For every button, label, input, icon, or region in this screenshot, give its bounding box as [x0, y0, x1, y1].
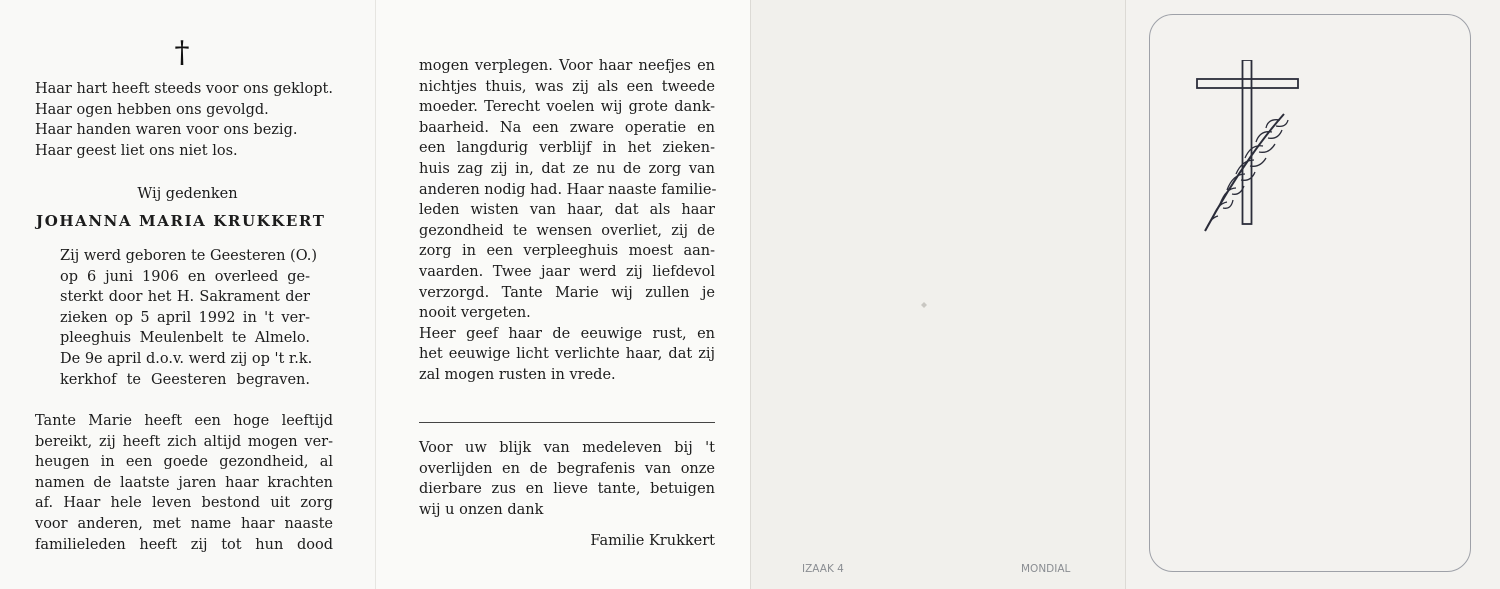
paragraph-line: huis zag zij in, dat ze nu de zorg van	[419, 160, 715, 177]
life-paragraph	[35, 411, 333, 555]
thanks-line: overlijden en de begrafenis van onze	[419, 460, 715, 477]
remembrance-intro: Wij gedenken	[137, 186, 238, 202]
verse-line: Haar hart heeft steeds voor ons geklopt.	[35, 81, 333, 97]
paragraph-line: bereikt, zij heeft zich altijd mogen ver-	[35, 433, 333, 450]
prayer-line: Heer geef haar de eeuwige rust, en	[419, 325, 715, 342]
paragraph-line: mogen verplegen. Voor haar neefjes en	[419, 58, 715, 74]
paragraph-line: nichtjes thuis, was zij als een tweede	[419, 78, 715, 95]
paragraph-line: zorg in een verpleeghuis moest aan-	[419, 243, 715, 260]
bio-line: Zij werd geboren te Geesteren (O.)	[60, 248, 317, 264]
thanks-line: wij u onzen dank	[419, 501, 544, 518]
verse-line: Haar geest liet ons niet los.	[35, 142, 238, 159]
bio-line: zieken op 5 april 1992 in 't ver-	[60, 309, 310, 326]
paragraph-line: af. Haar hele leven bestond uit zorg	[35, 495, 333, 512]
verse-line: Haar handen waren voor ons bezig.	[35, 122, 298, 139]
paragraph-line: baarheid. Na een zware operatie en	[419, 119, 715, 136]
life-paragraph-continued	[419, 56, 715, 386]
print-code-label: IZAAK 4	[802, 563, 844, 575]
thanks-note	[419, 438, 715, 520]
bio-line: kerkhof te Geesteren begraven.	[60, 371, 310, 388]
paragraph-line: heugen in een goede gezondheid, al	[35, 454, 333, 471]
prayer-line: het eeuwige licht verlichte haar, dat zij	[419, 346, 715, 363]
paragraph-line: familieleden heeft zij tot hun dood	[35, 536, 333, 553]
thanks-line: Voor uw blijk van medeleven bij 't	[419, 440, 715, 456]
paragraph-line: nooit vergeten.	[419, 305, 531, 322]
paragraph-line: een langdurig verblijf in het zieken-	[419, 140, 715, 157]
bio-line: De 9e april d.o.v. werd zij op 't r.k.	[60, 350, 313, 367]
paragraph-line: Tante Marie heeft een hoge leeftijd	[35, 413, 333, 429]
paragraph-line: vaarden. Twee jaar werd zij liefdevol	[419, 263, 715, 280]
card-page-1	[0, 0, 375, 589]
card-cover	[1125, 0, 1500, 589]
divider-line	[419, 422, 715, 423]
thanks-line: dierbare zus en lieve tante, betuigen	[419, 481, 715, 498]
card-back-left	[750, 0, 1126, 589]
paragraph-line: moeder. Terecht voelen wij grote dank-	[419, 99, 715, 116]
paper-speck-icon	[919, 300, 929, 310]
card-page-2	[375, 0, 751, 589]
paragraph-line: leden wisten van haar, dat als haar	[419, 202, 715, 219]
bio-line: sterkt door het H. Sakrament der	[60, 289, 310, 306]
paragraph-line: gezondheid te wensen overliet, zij de	[419, 222, 715, 239]
deceased-name: JOHANNA MARIA KRUKKERT	[36, 212, 326, 230]
cross-with-palm-icon	[1196, 60, 1306, 236]
cross-icon: †	[174, 35, 190, 70]
paragraph-line: verzorgd. Tante Marie wij zullen je	[419, 284, 715, 301]
paragraph-line: anderen nodig had. Haar naaste familie-	[419, 181, 717, 198]
bio-line: pleeghuis Meulenbelt te Almelo.	[60, 330, 310, 347]
bio-line: op 6 juni 1906 en overleed ge-	[60, 268, 310, 285]
verse-line: Haar ogen hebben ons gevolgd.	[35, 101, 269, 118]
memorial-verse	[35, 79, 333, 161]
biography	[60, 246, 317, 390]
paragraph-line: voor anderen, met name haar naaste	[35, 515, 333, 532]
family-signature: Familie Krukkert	[590, 533, 715, 549]
prayer-line: zal mogen rusten in vrede.	[419, 366, 616, 383]
paragraph-line: namen de laatste jaren haar krachten	[35, 474, 333, 491]
printer-brand-label: MONDIAL	[1021, 563, 1071, 575]
